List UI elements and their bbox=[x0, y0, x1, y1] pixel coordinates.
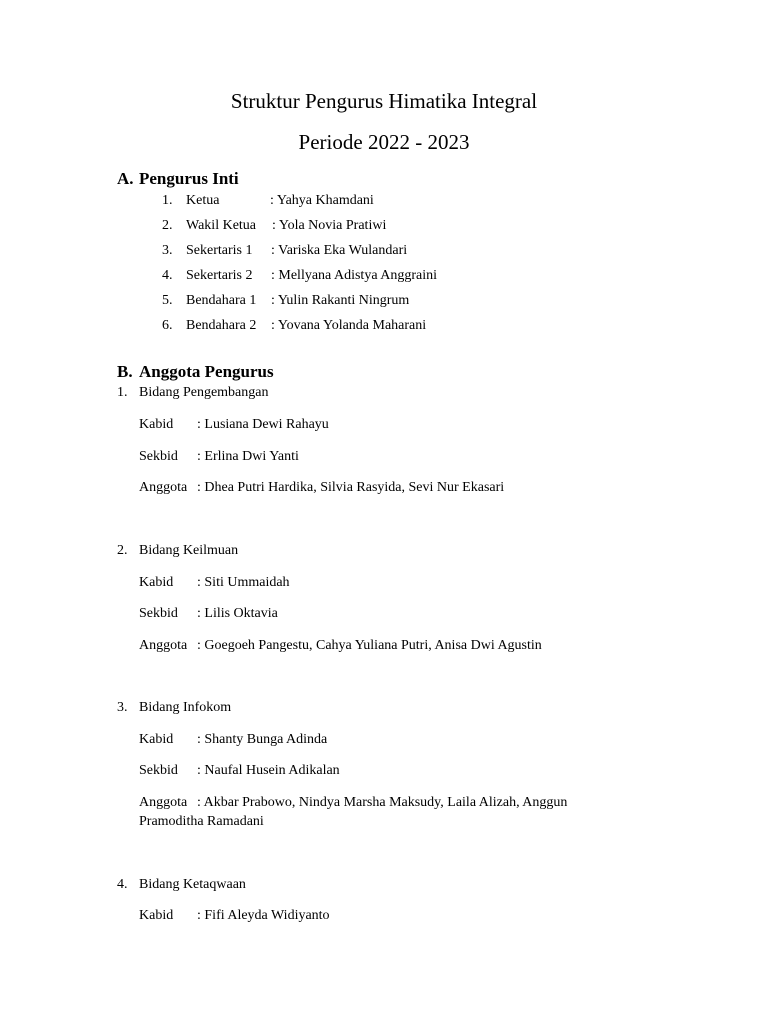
sekbid-label: Sekbid bbox=[139, 606, 178, 621]
role-name-sekertaris-2: : Mellyana Adistya Anggraini bbox=[271, 268, 438, 283]
role-label-wakil-ketua: Wakil Ketua bbox=[186, 218, 257, 233]
document-period: Periode 2022 - 2023 bbox=[298, 130, 470, 154]
role-label-bendahara-2: Bendahara 2 bbox=[186, 318, 257, 333]
bidang-title: Bidang Infokom bbox=[139, 700, 232, 715]
kabid-label: Kabid bbox=[139, 732, 174, 747]
list-item-number: 3. bbox=[162, 243, 173, 258]
document-title: Struktur Pengurus Himatika Integral bbox=[230, 89, 538, 113]
kabid-name: : Lusiana Dewi Rahayu bbox=[197, 417, 329, 432]
kabid-name: : Siti Ummaidah bbox=[197, 575, 290, 590]
role-name-sekertaris-1: : Variska Eka Wulandari bbox=[271, 243, 408, 258]
anggota-label: Anggota bbox=[139, 795, 188, 810]
bidang-title: Bidang Keilmuan bbox=[139, 543, 239, 558]
role-name-wakil-ketua: : Yola Novia Pratiwi bbox=[272, 218, 387, 233]
bidang-number: 3. bbox=[117, 700, 128, 715]
bidang-title: Bidang Pengembangan bbox=[139, 385, 269, 400]
list-item-number: 6. bbox=[162, 318, 173, 333]
anggota-names: : Goegoeh Pangestu, Cahya Yuliana Putri, Anisa Dwi Agustin bbox=[197, 638, 542, 653]
role-name-bendahara-2: : Yovana Yolanda Maharani bbox=[271, 318, 427, 333]
anggota-label: Anggota bbox=[139, 638, 188, 653]
anggota-names: : Akbar Prabowo, Nindya Marsha Maksudy, Laila Alizah, Anggun bbox=[197, 795, 568, 810]
anggota-names: : Dhea Putri Hardika, Silvia Rasyida, Sevi Nur Ekasari bbox=[197, 480, 505, 495]
section-a-marker: A. bbox=[117, 169, 134, 188]
role-label-sekertaris-2: Sekertaris 2 bbox=[186, 268, 253, 283]
section-b-marker: B. bbox=[117, 362, 133, 381]
sekbid-label: Sekbid bbox=[139, 763, 178, 778]
role-name-ketua: : Yahya Khamdani bbox=[270, 193, 374, 208]
bidang-number: 1. bbox=[117, 385, 128, 400]
sekbid-name: : Lilis Oktavia bbox=[197, 606, 278, 621]
kabid-label: Kabid bbox=[139, 575, 174, 590]
sekbid-name: : Erlina Dwi Yanti bbox=[197, 449, 299, 464]
bidang-title: Bidang Ketaqwaan bbox=[139, 877, 246, 892]
list-item-number: 5. bbox=[162, 293, 173, 308]
section-a-heading: Pengurus Inti bbox=[139, 169, 239, 188]
bidang-number: 2. bbox=[117, 543, 128, 558]
sekbid-label: Sekbid bbox=[139, 449, 178, 464]
anggota-label: Anggota bbox=[139, 480, 188, 495]
list-item-number: 1. bbox=[162, 193, 173, 208]
role-label-sekertaris-1: Sekertaris 1 bbox=[186, 243, 253, 258]
sekbid-name: : Naufal Husein Adikalan bbox=[197, 763, 340, 778]
bidang-number: 4. bbox=[117, 877, 128, 892]
role-label-ketua: Ketua bbox=[186, 193, 220, 208]
section-b-heading: Anggota Pengurus bbox=[139, 362, 274, 381]
kabid-label: Kabid bbox=[139, 908, 174, 923]
list-item-number: 4. bbox=[162, 268, 173, 283]
kabid-label: Kabid bbox=[139, 417, 174, 432]
kabid-name: : Shanty Bunga Adinda bbox=[197, 732, 328, 747]
anggota-names-continued: Pramoditha Ramadani bbox=[139, 814, 264, 829]
role-name-bendahara-1: : Yulin Rakanti Ningrum bbox=[271, 293, 410, 308]
list-item-number: 2. bbox=[162, 218, 173, 233]
kabid-name: : Fifi Aleyda Widiyanto bbox=[197, 908, 330, 923]
role-label-bendahara-1: Bendahara 1 bbox=[186, 293, 257, 308]
